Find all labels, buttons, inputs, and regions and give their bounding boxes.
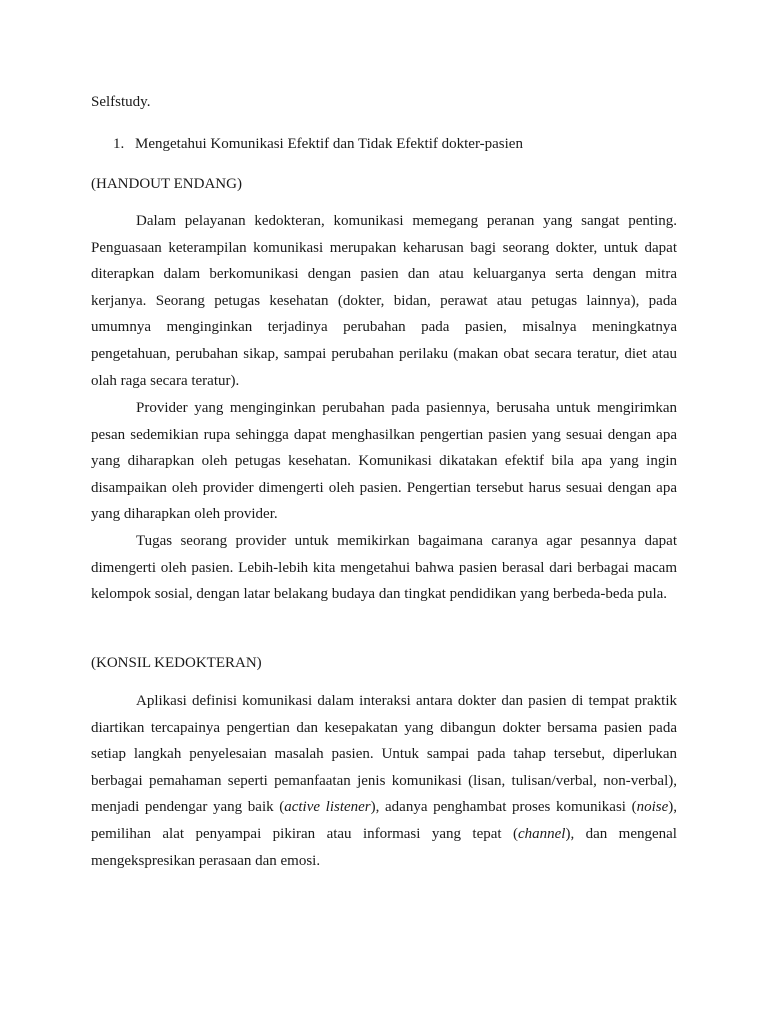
section-label-handout: (HANDOUT ENDANG): [91, 176, 242, 192]
paragraph-4-text-1: Aplikasi definisi komunikasi dalam interaksi antara dokter dan pasien di tempat praktik diartikan tercapainya pengertian dan kesepakatan yang dibangun dokter bersama pasien pada setiap langkah penyelesaian masalah pasien. Untuk sampai pada tahap tersebut, diperlukan berbagai pemahaman seperti pemanfaatan jenis komunikasi (lisan, tulisan/verbal, non-verbal), menjadi pendengar yang baik (: [91, 693, 677, 816]
paragraph-3: Tugas seorang provider untuk memikirkan bagaimana caranya agar pesannya dapat dimengerti oleh pasien. Lebih-lebih kita mengetahui bahwa pasien berasal dari berbagai macam kelompok sosial, dengan latar belakang budaya dan tingkat pendidikan yang berbeda-beda pula.: [91, 533, 677, 603]
paragraph-4-text-4: ), dan mengenal mengekspresikan perasaan dan emosi.: [91, 825, 677, 869]
term-active-listener: active listener: [284, 799, 371, 816]
paragraph-1: Dalam pelayanan kedokteran, komunikasi memegang peranan yang sangat penting. Penguasaan keterampilan komunikasi merupakan keharusan bagi seorang dokter, untuk dapat diterapkan dalam berkomunikasi dengan pasien dan atau keluarganya serta dengan mitra kerjanya. Seorang petugas kesehatan (dokter, bidan, perawat atau petugas lainnya), pada umumnya menginginkan terjadinya perubahan pada pasien, misalnya meningkatnya pengetahuan, perubahan sikap, sampai perubahan perilaku (makan obat secara teratur, diet atau olah raga secara teratur).: [91, 213, 677, 389]
numbered-list-item: [91, 135, 523, 153]
list-number: 1.: [113, 136, 125, 152]
list-item-text: Mengetahui Komunikasi Efektif dan Tidak Efektif dokter-pasien: [135, 136, 523, 152]
section-label-konsil: (KONSIL KEDOKTERAN): [91, 655, 262, 671]
document-heading: Selfstudy.: [91, 94, 151, 110]
paragraph-4-text-3: ), pemilihan alat penyampai pikiran atau informasi yang tepat (: [91, 799, 677, 842]
term-noise: noise: [636, 799, 669, 816]
paragraph-4: [91, 688, 677, 874]
paragraph-4-text-2: ), adanya penghambat proses komunikasi (: [370, 799, 637, 816]
paragraph-2: Provider yang menginginkan perubahan pada pasiennya, berusaha untuk mengirimkan pesan sedemikian rupa sehingga dapat menghasilkan pengertian pasien yang sesuai dengan apa yang diharapkan oleh petugas kesehatan. Komunikasi dikatakan efektif bila apa yang ingin disampaikan oleh provider dimengerti oleh pasien. Pengertian tersebut harus sesuai dengan apa yang diharapkan oleh provider.: [91, 400, 677, 523]
term-channel: channel: [517, 825, 566, 842]
